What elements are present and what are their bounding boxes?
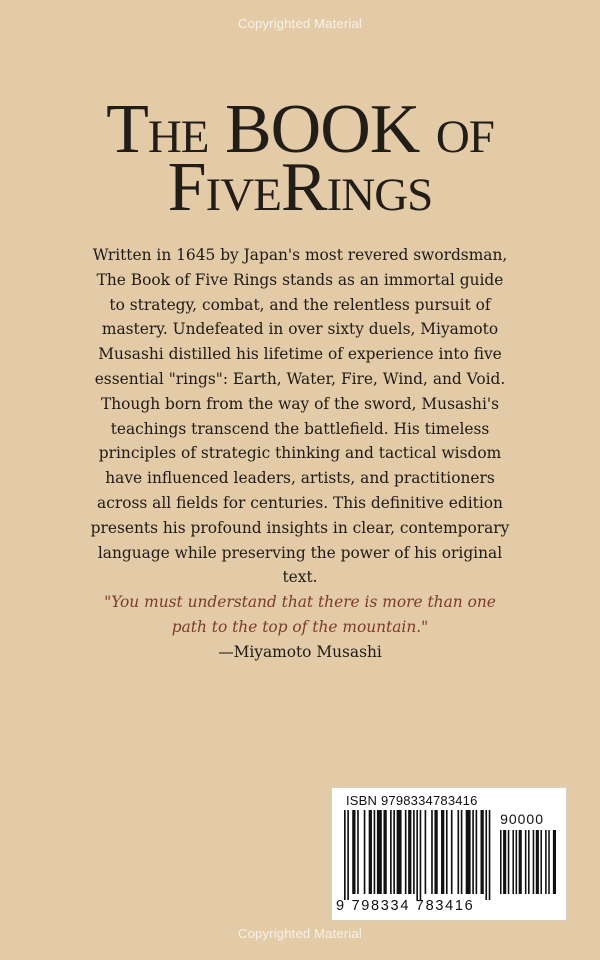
price-code: 90000 <box>500 811 544 827</box>
blurb-paragraph-1: Written in 1645 by Japan's most revered swordsman, The Book of Five Rings stands as an immortal guide to strategy, combat, and the relentless pursuit of mastery. Undefeated in over sixty duels, Miyamoto Musashi distilled his lifetime of experience into five essential "rings": Earth, Water, Fire, Wind, and Void. <box>92 246 508 388</box>
quote-text: You must understand that there is more than one path to the top of the mountain. <box>111 593 496 636</box>
title-small-caps: HE <box>147 111 209 163</box>
title-letter: F <box>167 149 206 226</box>
barcode-icon <box>344 810 492 902</box>
title-small-caps: INGS <box>326 169 433 221</box>
title-small-caps: OF <box>435 111 494 163</box>
quote-open-mark: " <box>104 593 112 612</box>
quote-attribution: —Miyamoto Musashi <box>218 642 382 661</box>
title-small-caps: IVE <box>205 169 281 221</box>
title-word-book: BOOK <box>208 91 436 168</box>
copyright-watermark-bottom: Copyrighted Material <box>238 926 362 941</box>
musashi-quote <box>88 590 512 640</box>
isbn-label: ISBN 9798334783416 <box>346 793 478 808</box>
barcode-addon-icon <box>500 830 556 912</box>
blurb-paragraph-2: Though born from the way of the sword, Musashi's teachings transcend the battlefield. His timeless principles of strategic thinking and tactical wisdom have influenced leaders, artists, and practitioners across all fields for centuries. This definitive edition presents his profound insights in clear, contemporary language while preserving the power of his original text. <box>90 394 510 587</box>
copyright-watermark-top: Copyrighted Material <box>238 16 362 31</box>
quote-close-mark: " <box>421 617 429 636</box>
book-title-line-2 <box>0 149 600 226</box>
isbn-barcode-box <box>331 787 567 921</box>
back-cover-blurb <box>88 243 512 665</box>
barcode-digits: 9 798334 783416 <box>336 898 475 914</box>
title-letter: R <box>280 149 327 226</box>
title-letter: T <box>106 91 148 168</box>
